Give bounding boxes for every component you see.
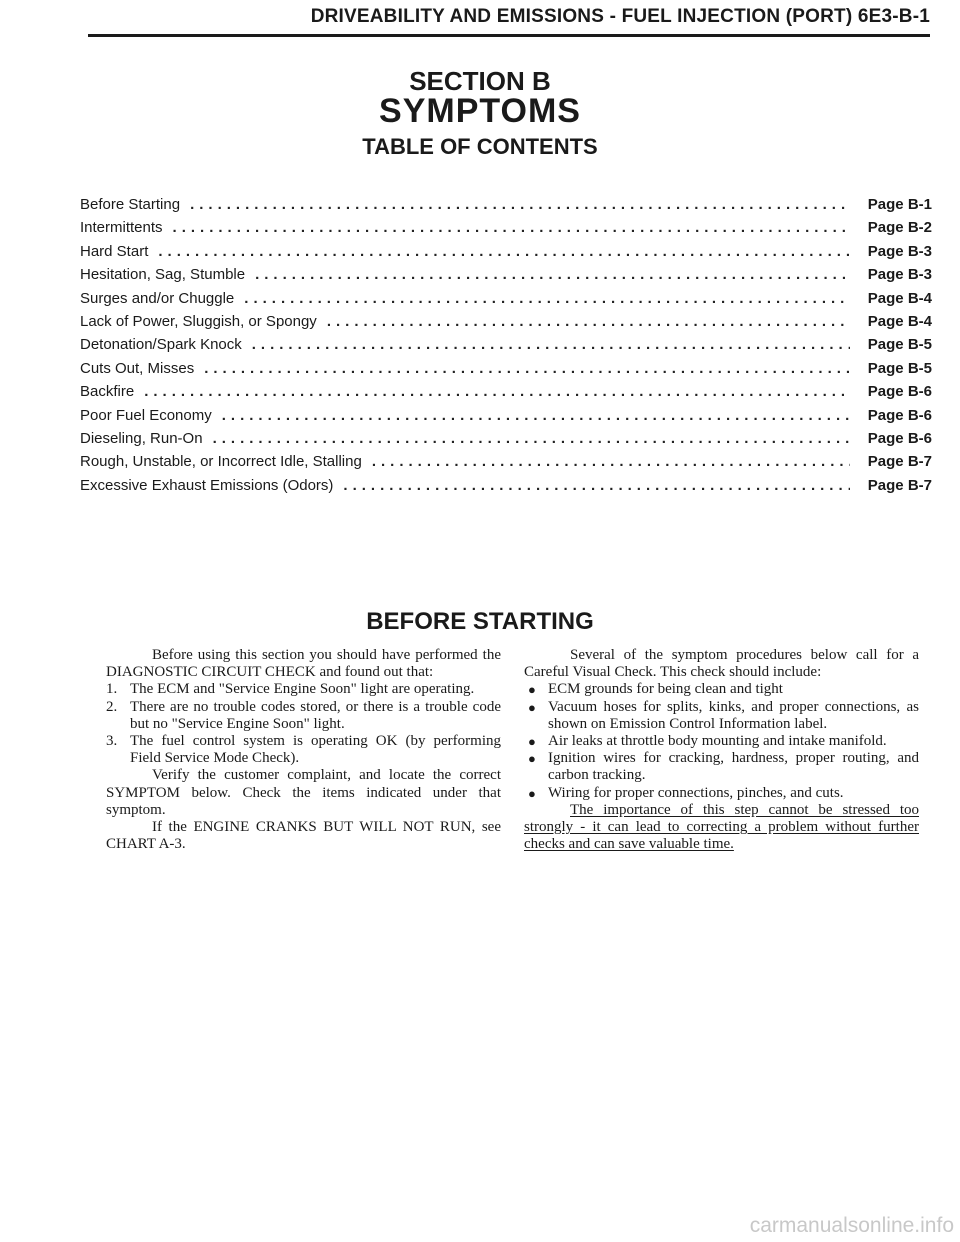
- toc-entry-title: Dieseling, Run-On: [80, 429, 203, 447]
- toc-entry-page: Page B-7: [867, 453, 932, 471]
- step-number: 3.: [106, 733, 118, 750]
- toc-entry-before-starting[interactable]: [80, 196, 932, 219]
- check-text: Ignition wires for cracking, hardness, proper routing, and carbon tracking.: [548, 750, 919, 784]
- dot-leader: [372, 453, 850, 470]
- toc-entry-dieseling[interactable]: [80, 430, 932, 453]
- toc-entry-cuts-out[interactable]: [80, 360, 932, 383]
- list-item: [524, 699, 919, 733]
- list-item: [524, 681, 919, 698]
- toc-entry-poor-fuel-economy[interactable]: [80, 407, 932, 430]
- dot-leader: [255, 266, 850, 283]
- dot-leader: [144, 383, 850, 400]
- toc-entry-page: Page B-7: [867, 476, 932, 494]
- step-text: The fuel control system is operating OK (by performing Field Service Mode Check).: [130, 733, 501, 767]
- toc-entry-title: Intermittents: [80, 219, 163, 237]
- list-item: [524, 785, 919, 802]
- section-label: SECTION B: [409, 66, 551, 96]
- toc-entry-intermittents[interactable]: [80, 219, 932, 242]
- toc-entry-hesitation[interactable]: [80, 266, 932, 289]
- toc-entry-title: Rough, Unstable, or Incorrect Idle, Stalling: [80, 453, 362, 471]
- bullet-dot-icon: ●: [528, 751, 536, 767]
- toc-entry-page: Page B-4: [867, 289, 932, 307]
- toc-entry-title: Backfire: [80, 383, 135, 401]
- running-header: DRIVEABILITY AND EMISSIONS - FUEL INJECTION (PORT) 6E3-B-1: [310, 6, 930, 27]
- check-text: Vacuum hoses for splits, kinks, and proper connections, as shown on Emission Control Information label.: [548, 698, 919, 732]
- bullet-dot-icon: ●: [528, 682, 536, 698]
- intro-paragraph: Before using this section you should have performed the DIAGNOSTIC CIRCUIT CHECK and found out that:: [106, 647, 501, 681]
- check-text: ECM grounds for being clean and tight: [548, 681, 783, 698]
- toc-entry-page: Page B-3: [867, 266, 932, 284]
- list-item: [524, 733, 919, 750]
- bullet-dot-icon: ●: [528, 785, 536, 801]
- toc-entry-page: Page B-6: [867, 406, 932, 424]
- watermark: carmanualsonline.info: [749, 1214, 954, 1237]
- step-number: 1.: [106, 681, 118, 698]
- visual-check-list: [524, 681, 919, 801]
- toc-entry-title: Poor Fuel Economy: [80, 406, 212, 424]
- cranks-paragraph: If the ENGINE CRANKS BUT WILL NOT RUN, see CHART A-3.: [106, 819, 501, 853]
- toc-entry-page: Page B-1: [867, 196, 932, 213]
- dot-leader: [252, 336, 850, 353]
- toc-heading: TABLE OF CONTENTS: [362, 134, 598, 159]
- list-item: [106, 699, 501, 733]
- table-of-contents: [80, 196, 932, 500]
- dot-leader: [204, 360, 850, 377]
- toc-entry-detonation[interactable]: [80, 336, 932, 359]
- dot-leader: [343, 477, 850, 494]
- toc-entry-lack-of-power[interactable]: [80, 313, 932, 336]
- toc-entry-title: Surges and/or Chuggle: [80, 289, 235, 307]
- visual-check-intro: Several of the symptom procedures below call for a Careful Visual Check. This check should include:: [524, 647, 919, 681]
- precondition-list: [106, 681, 501, 767]
- dot-leader: [158, 243, 850, 260]
- toc-entry-page: Page B-3: [867, 242, 932, 260]
- toc-entry-title: Detonation/Spark Knock: [80, 336, 242, 354]
- toc-entry-rough-idle[interactable]: [80, 453, 932, 476]
- toc-entry-exhaust-emissions[interactable]: [80, 477, 932, 500]
- list-item: [106, 681, 501, 698]
- toc-entry-page: Page B-2: [867, 219, 932, 237]
- toc-entry-title: Before Starting: [80, 196, 181, 213]
- toc-entry-page: Page B-6: [867, 383, 932, 401]
- dot-leader: [213, 430, 850, 447]
- check-text: Air leaks at throttle body mounting and intake manifold.: [548, 733, 887, 750]
- bullet-dot-icon: ●: [528, 699, 536, 715]
- toc-entry-backfire[interactable]: [80, 383, 932, 406]
- dot-leader: [222, 407, 850, 424]
- dot-leader: [173, 219, 850, 236]
- toc-entry-page: Page B-4: [867, 312, 932, 330]
- step-text: The ECM and "Service Engine Soon" light are operating.: [130, 681, 475, 698]
- toc-entry-hard-start[interactable]: [80, 243, 932, 266]
- dot-leader: [190, 196, 850, 213]
- dot-leader: [244, 290, 850, 307]
- section-title: SYMPTOMS: [379, 92, 581, 130]
- emphasis-text: The importance of this step cannot be stressed too strongly - it can lead to correcting a problem without further checks and can save valuable time.: [524, 801, 919, 853]
- step-number: 2.: [106, 698, 118, 715]
- list-item: [106, 733, 501, 767]
- step-text: There are no trouble codes stored, or there is a trouble code but no "Service Engine Soon" light.: [130, 698, 501, 732]
- toc-entry-page: Page B-6: [867, 429, 932, 447]
- verify-paragraph: Verify the customer complaint, and locate the correct SYMPTOM below. Check the items indicated under that symptom.: [106, 767, 501, 818]
- toc-entry-title: Cuts Out, Misses: [80, 359, 195, 377]
- emphasis-note: [524, 802, 919, 854]
- toc-entry-surges[interactable]: [80, 290, 932, 313]
- toc-entry-title: Hard Start: [80, 242, 149, 260]
- toc-entry-page: Page B-5: [867, 359, 932, 377]
- right-column: [524, 647, 919, 853]
- toc-entry-page: Page B-5: [867, 336, 932, 354]
- dot-leader: [327, 313, 850, 330]
- toc-entry-title: Excessive Exhaust Emissions (Odors): [80, 476, 334, 494]
- before-starting-heading: BEFORE STARTING: [366, 608, 594, 635]
- left-column: [106, 647, 501, 853]
- toc-entry-title: Hesitation, Sag, Stumble: [80, 266, 246, 284]
- header-rule: [88, 34, 930, 37]
- toc-entry-title: Lack of Power, Sluggish, or Spongy: [80, 312, 317, 330]
- check-text: Wiring for proper connections, pinches, and cuts.: [548, 784, 844, 801]
- list-item: [524, 750, 919, 784]
- bullet-dot-icon: ●: [528, 734, 536, 750]
